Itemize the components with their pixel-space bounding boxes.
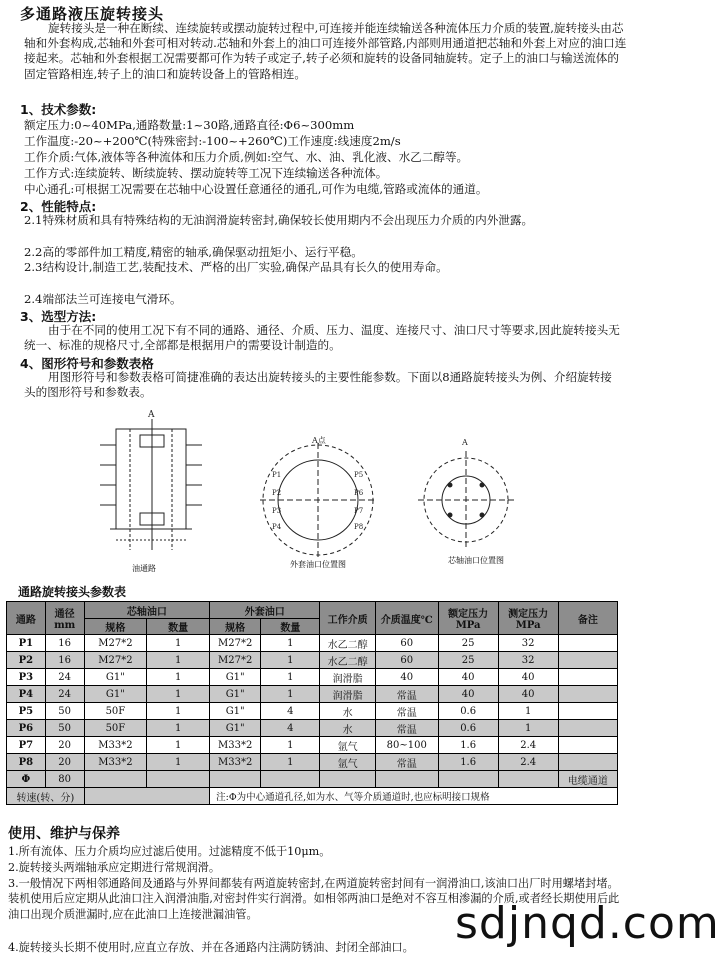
table-cell: 60: [375, 652, 438, 669]
table-cell: M33*2: [210, 754, 261, 771]
table-row: [7, 703, 618, 720]
table-cell: 1: [261, 652, 320, 669]
table-cell: 常温: [375, 754, 438, 771]
header-note: 备注: [558, 602, 617, 635]
table-cell: G1": [210, 669, 261, 686]
channel-schematic: [100, 410, 202, 550]
watermark: sdjnqd.com: [455, 898, 720, 949]
speed-value: [84, 788, 209, 805]
caption-right: 芯轴油口位置图: [448, 556, 504, 565]
svg-text:P3: P3: [272, 507, 282, 515]
table-cell: 1: [498, 703, 558, 720]
table-cell: 50: [45, 720, 84, 737]
header-rated-pressure: 额定压力MPa: [438, 602, 498, 635]
table-cell: 40: [498, 669, 558, 686]
table-cell: M33*2: [84, 754, 146, 771]
table-cell: [375, 771, 438, 788]
table-title: 通路旋转接头参数表: [18, 585, 127, 599]
table-cell: 1: [261, 686, 320, 703]
table-row: [7, 669, 618, 686]
usage-item: 2.旋转接头两端轴承应定期进行常规润滑。: [8, 861, 221, 874]
table-cell: 1: [147, 703, 210, 720]
table-cell: [558, 703, 617, 720]
table-cell: 20: [45, 754, 84, 771]
table-cell: 50F: [84, 703, 146, 720]
table-cell: 1: [261, 669, 320, 686]
table-cell: G1": [84, 686, 146, 703]
table-cell: 1: [147, 652, 210, 669]
header-test-pressure: 测定压力MPa: [498, 602, 558, 635]
svg-text:P4: P4: [272, 523, 282, 531]
table-cell: 20: [45, 737, 84, 754]
page-title: 多通路液压旋转接头: [20, 5, 165, 23]
section-symbols-heading: 4、图形符号和参数表格: [20, 356, 154, 371]
section-features-heading: 2、性能特点:: [20, 199, 97, 214]
table-cell: 1: [147, 720, 210, 737]
table-cell: P2: [7, 652, 46, 669]
tech-line: 额定压力:0~40MPa,通路数量:1~30路,通路直径:Φ6~300mm: [24, 118, 355, 132]
table-cell: 1.6: [438, 754, 498, 771]
table-cell: 1: [147, 686, 210, 703]
caption-left: 油通路: [132, 564, 156, 573]
table-row: [7, 635, 618, 652]
table-cell: 1: [147, 754, 210, 771]
caption-middle: 外套油口位置图: [290, 560, 346, 569]
table-cell: 40: [498, 686, 558, 703]
table-row: [7, 754, 618, 771]
table-cell: 24: [45, 669, 84, 686]
table-cell: G1": [210, 686, 261, 703]
svg-text:P6: P6: [354, 489, 364, 497]
header-core-spec: 规格: [84, 619, 146, 635]
table-cell: 50F: [84, 720, 146, 737]
svg-text:P8: P8: [354, 523, 364, 531]
usage-item: 4.旋转接头长期不使用时,应直立存放、并在各通路内注满防锈油、封闭全部油口。: [8, 941, 414, 954]
table-cell: [558, 754, 617, 771]
table-cell: 60: [375, 635, 438, 652]
parameter-table: [6, 601, 618, 805]
speed-label: 转速(转、分): [7, 788, 85, 805]
table-cell: 2.4: [498, 737, 558, 754]
table-cell: 常温: [375, 720, 438, 737]
table-cell: 16: [45, 635, 84, 652]
table-cell: 32: [498, 652, 558, 669]
header-medium: 工作介质: [320, 602, 375, 635]
table-row: [7, 737, 618, 754]
table-cell: M27*2: [84, 652, 146, 669]
table-cell: 氩气: [320, 754, 375, 771]
table-cell: [558, 635, 617, 652]
section-selection-heading: 3、选型方法:: [20, 309, 97, 324]
table-cell: M33*2: [210, 737, 261, 754]
usage-title: 使用、维护与保养: [8, 826, 120, 842]
table-cell: 80~100: [375, 737, 438, 754]
table-cell: [320, 771, 375, 788]
svg-text:P5: P5: [354, 471, 364, 479]
header-outer-port: 外套油口: [210, 602, 320, 619]
table-cell: [147, 771, 210, 788]
table-cell: [438, 771, 498, 788]
table-cell: P5: [7, 703, 46, 720]
table-cell: 1.6: [438, 737, 498, 754]
table-cell: [558, 669, 617, 686]
table-cell: 0.6: [438, 720, 498, 737]
tech-line: 工作温度:-20~+200℃(特殊密封:-100~+260℃)工作速度:线速度2m/s: [24, 134, 401, 148]
table-cell: [84, 771, 146, 788]
table-cell: M27*2: [84, 635, 146, 652]
header-outer-spec: 规格: [210, 619, 261, 635]
section-tech-heading: 1、技术参数:: [20, 102, 97, 117]
table-cell: 80: [45, 771, 84, 788]
feature-item: 2.3结构设计,制造工艺,装配技术、严格的出厂实验,确保产品具有长久的使用寿命。: [24, 260, 448, 274]
table-cell: G1": [84, 669, 146, 686]
header-channel: 通路: [7, 602, 46, 635]
table-cell: G1": [210, 703, 261, 720]
table-cell: 1: [261, 635, 320, 652]
header-medium-temp: 介质温度℃: [375, 602, 438, 635]
table-cell: [261, 771, 320, 788]
table-cell: P8: [7, 754, 46, 771]
table-cell: M27*2: [210, 635, 261, 652]
header-core-qty: 数量: [147, 619, 210, 635]
symbols-paragraph: 用图形符号和参数表格可简捷准确的表达出旋转接头的主要性能参数。下面以8通路旋转接头为例、介绍旋转接头的图形符号和参数表。: [24, 370, 612, 400]
table-cell: 40: [375, 669, 438, 686]
tech-line: 工作介质:气体,液体等各种流体和压力介质,例如:空气、水、油、乳化液、水乙二醇等。: [24, 150, 469, 164]
table-cell: 电缆通道: [558, 771, 617, 788]
usage-item: 1.所有流体、压力介质均应过滤后使用。过滤精度不低于10μm。: [8, 845, 331, 858]
diagram-label-a-mid: A点: [312, 436, 326, 445]
table-cell: P3: [7, 669, 46, 686]
intro-paragraph: 旋转接头是一种在断续、连续旋转或摆动旋转过程中,可连接并能连续输送各种流体压力介质的装置,旋转接头由芯轴和外套构成,芯轴和外套可相对转动.芯轴和外套上的油口可连接外部管路,内部则用通道把芯轴和外套上对应的油口连接起来。芯轴和外套根据工况需要都可作为转子或定子,转子必须和旋转的设备同轴旋转。定子上的油口与输送流体的固定管路相连,转子上的油口和旋转设备上的管路相连。: [24, 21, 627, 81]
table-cell: 水: [320, 703, 375, 720]
table-cell: G1": [210, 720, 261, 737]
table-cell: 2.4: [498, 754, 558, 771]
header-outer-qty: 数量: [261, 619, 320, 635]
header-core-port: 芯轴油口: [84, 602, 209, 619]
table-cell: 1: [261, 754, 320, 771]
table-row: [7, 652, 618, 669]
table-cell: 氩气: [320, 737, 375, 754]
table-cell: 常温: [375, 703, 438, 720]
table-cell: M33*2: [84, 737, 146, 754]
svg-text:P7: P7: [354, 507, 364, 515]
table-cell: M27*2: [210, 652, 261, 669]
table-cell: 水乙二醇: [320, 652, 375, 669]
table-cell: P7: [7, 737, 46, 754]
table-cell: 24: [45, 686, 84, 703]
table-cell: 常温: [375, 686, 438, 703]
outer-port-ring: [260, 435, 376, 557]
table-cell: 4: [261, 703, 320, 720]
tech-line: 工作方式:连续旋转、断续旋转、摆动旋转等工况下连续输送各种流体。: [24, 166, 388, 180]
tech-line: 中心通孔:可根据工况需要在芯轴中心设置任意通径的通孔,可作为电缆,管路或流体的通道。: [24, 182, 488, 196]
usage-item: 3.一般情况下两相邻通路间及通路与外界间都装有两道旋转密封,在两道旋转密封间有一润滑油口,该油口出厂时用螺堵封堵。装机使用后应定期从此油口注入润滑油脂,对密封件实行润滑。如相邻两油口是绝对不容互相渗漏的介质,或者经长期使用后此油口出现介质泄漏时,应在此油口上连接泄漏油管。: [8, 877, 620, 921]
table-cell: P6: [7, 720, 46, 737]
table-cell: 润滑脂: [320, 686, 375, 703]
table-cell: 1: [147, 737, 210, 754]
table-cell: 50: [45, 703, 84, 720]
feature-item: 2.4端部法兰可连接电气滑环。: [24, 292, 182, 306]
table-cell: P4: [7, 686, 46, 703]
table-cell: 润滑脂: [320, 669, 375, 686]
table-cell: 水: [320, 720, 375, 737]
feature-item: 2.1特殊材质和具有特殊结构的无油润滑旋转密封,确保较长使用期内不会出现压力介质的内外泄露。: [24, 213, 534, 227]
diagram-svg: [80, 405, 550, 575]
feature-item: 2.2高的零部件加工精度,精密的轴承,确保驱动扭矩小、运行平稳。: [24, 245, 363, 259]
header-diameter: 通径mm: [45, 602, 84, 635]
table-cell: 1: [147, 635, 210, 652]
core-port-ring: [418, 438, 514, 549]
table-row: [7, 686, 618, 703]
diagram-label-a-right: A: [462, 438, 468, 447]
table-cell: 0.6: [438, 703, 498, 720]
table-cell: 25: [438, 635, 498, 652]
table-row: [7, 720, 618, 737]
svg-text:P2: P2: [272, 489, 282, 497]
table-cell: 1: [261, 737, 320, 754]
table-cell: [558, 720, 617, 737]
table-cell: [210, 771, 261, 788]
table-cell: 40: [438, 669, 498, 686]
table-cell: [558, 686, 617, 703]
diagram-label-a: A: [148, 410, 155, 420]
table-cell: [558, 737, 617, 754]
table-cell: 32: [498, 635, 558, 652]
table-cell: 1: [147, 669, 210, 686]
table-cell: 40: [438, 686, 498, 703]
svg-text:P1: P1: [272, 471, 282, 479]
table-footnote: 注:Φ为中心通道孔径,如为水、气等介质通道时,也应标明接口规格: [210, 788, 618, 805]
table-cell: 4: [261, 720, 320, 737]
table-cell: 水乙二醇: [320, 635, 375, 652]
table-cell: 25: [438, 652, 498, 669]
symbol-diagrams: [80, 405, 550, 575]
table-cell: P1: [7, 635, 46, 652]
table-cell: [558, 652, 617, 669]
table-cell: 1: [498, 720, 558, 737]
selection-paragraph: 由于在不同的使用工况下有不同的通路、通径、介质、压力、温度、连接尺寸、油口尺寸等要求,因此旋转接头无统一、标准的规格尺寸,全部都是根据用户的需要设计制造的。: [24, 323, 620, 353]
table-body: [7, 635, 618, 788]
table-cell: Φ: [7, 771, 46, 788]
table-cell: [498, 771, 558, 788]
table-cell: 16: [45, 652, 84, 669]
table-row: [7, 771, 618, 788]
